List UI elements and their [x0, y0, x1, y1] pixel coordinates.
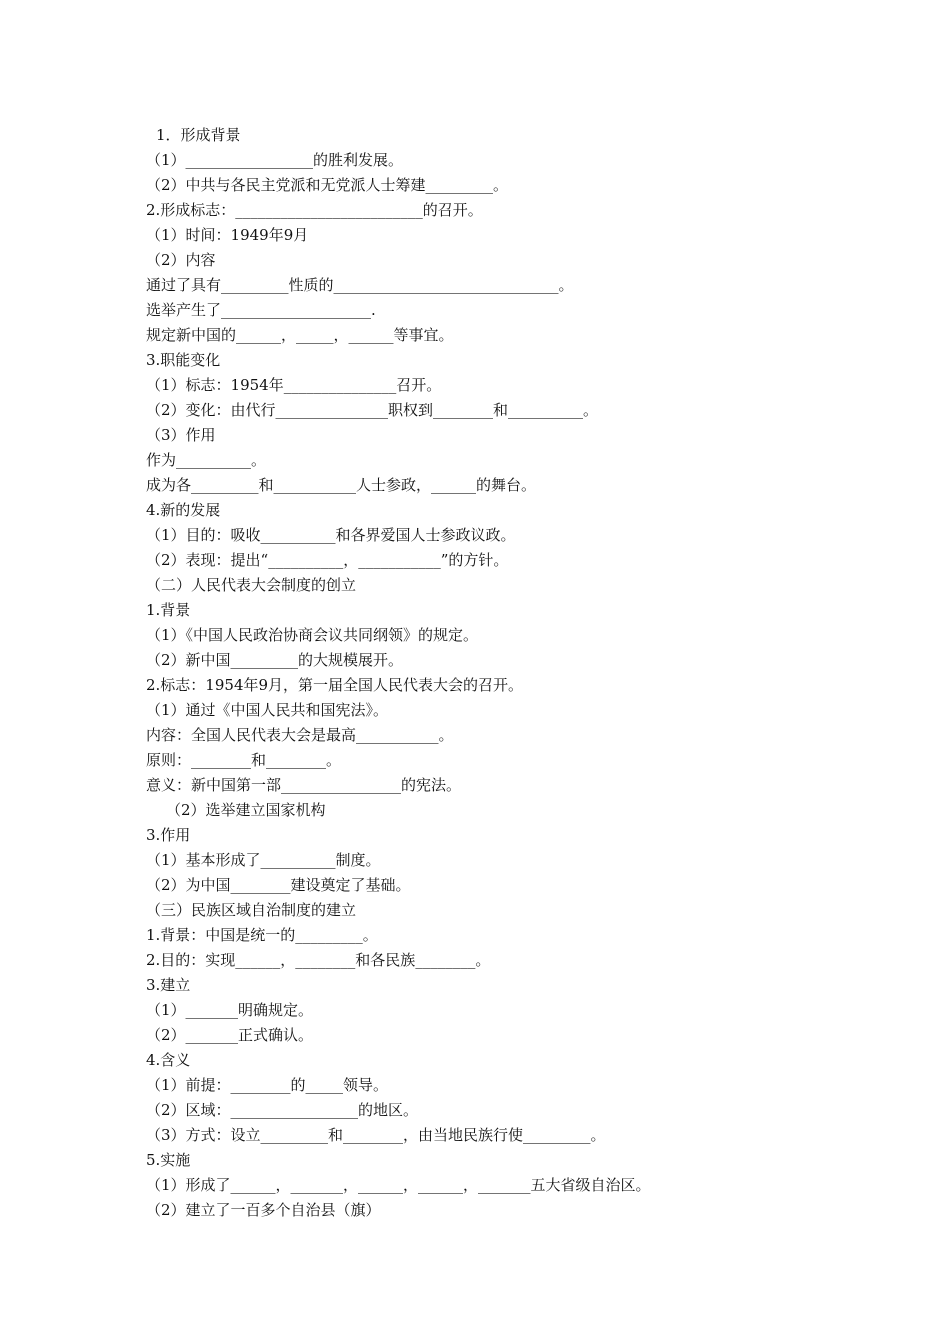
- text-line: 规定新中国的______，_____，______等事宜。: [146, 326, 454, 344]
- heading-1: 1.背景: [146, 601, 191, 619]
- text-line: 作为__________。: [146, 451, 267, 469]
- text-line: 2.目的：实现______，________和各民族________。: [146, 951, 491, 969]
- text-line: （2）选举建立国家机构: [166, 801, 326, 819]
- text-line: （2）中共与各民主党派和无党派人士筹建_________。: [146, 176, 509, 194]
- text-line: （1）基本形成了__________制度。: [146, 851, 381, 869]
- text-line: 成为各_________和___________人士参政，______的舞台。: [146, 476, 537, 494]
- text-line: 1.背景：中国是统一的_________。: [146, 926, 378, 944]
- text-line: （3）方式：设立_________和________，由当地民族行使_________。: [146, 1126, 606, 1144]
- text-line: （1）前提：________的_____领导。: [146, 1076, 389, 1094]
- section-heading: （二）人民代表大会制度的创立: [146, 576, 357, 594]
- heading-2: 2.标志：1954年9月，第一届全国人民代表大会的召开。: [146, 676, 524, 694]
- text-line: （1）通过《中国人民共和国宪法》。: [146, 701, 389, 719]
- text-line: （1）《中国人民政治协商会议共同纲领》的规定。: [146, 626, 479, 644]
- heading-3: 3.职能变化: [146, 351, 221, 369]
- text-line: （2）新中国_________的大规模展开。: [146, 651, 404, 669]
- text-line: （2）表现：提出“__________，___________”的方针。: [146, 551, 509, 569]
- heading-2: 2.形成标志：_________________________的召开。: [146, 201, 483, 219]
- text-line: 通过了具有_________性质的______________________________。: [146, 276, 574, 294]
- text-line: （2）为中国________建设奠定了基础。: [146, 876, 411, 894]
- text-line: （1）标志：1954年_______________召开。: [146, 376, 442, 394]
- text-line: （1）时间：1949年9月: [146, 226, 309, 244]
- text-line: （2）建立了一百多个自治县（旗）: [146, 1201, 381, 1219]
- text-line: 内容：全国人民代表大会是最高___________。: [146, 726, 454, 744]
- heading-1: 1．形成背景: [156, 126, 241, 144]
- heading-3: 3.作用: [146, 826, 191, 844]
- heading-5: 5.实施: [146, 1151, 191, 1169]
- text-line: （2）区域：_________________的地区。: [146, 1101, 419, 1119]
- text-line: （1）形成了______，_______，______，______，_______五大省级自治区。: [146, 1176, 651, 1194]
- text-line: 原则：________和________。: [146, 751, 342, 769]
- text-line: （1）_________________的胜利发展。: [146, 151, 404, 169]
- text-line: （1）目的：吸收__________和各界爱国人士参政议政。: [146, 526, 516, 544]
- heading-4: 4.新的发展: [146, 501, 221, 519]
- text-line: 意义：新中国第一部________________的宪法。: [146, 776, 462, 794]
- text-line: （1）_______明确规定。: [146, 1001, 314, 1019]
- text-line: （2）_______正式确认。: [146, 1026, 314, 1044]
- text-line: （3）作用: [146, 426, 216, 444]
- section-heading: （三）民族区域自治制度的建立: [146, 901, 357, 919]
- text-line: 选举产生了____________________.: [146, 301, 376, 319]
- text-line: （2）内容: [146, 251, 216, 269]
- heading-3: 3.建立: [146, 976, 191, 994]
- heading-4: 4.含义: [146, 1051, 191, 1069]
- text-line: （2）变化：由代行_______________职权到________和__________。: [146, 401, 599, 419]
